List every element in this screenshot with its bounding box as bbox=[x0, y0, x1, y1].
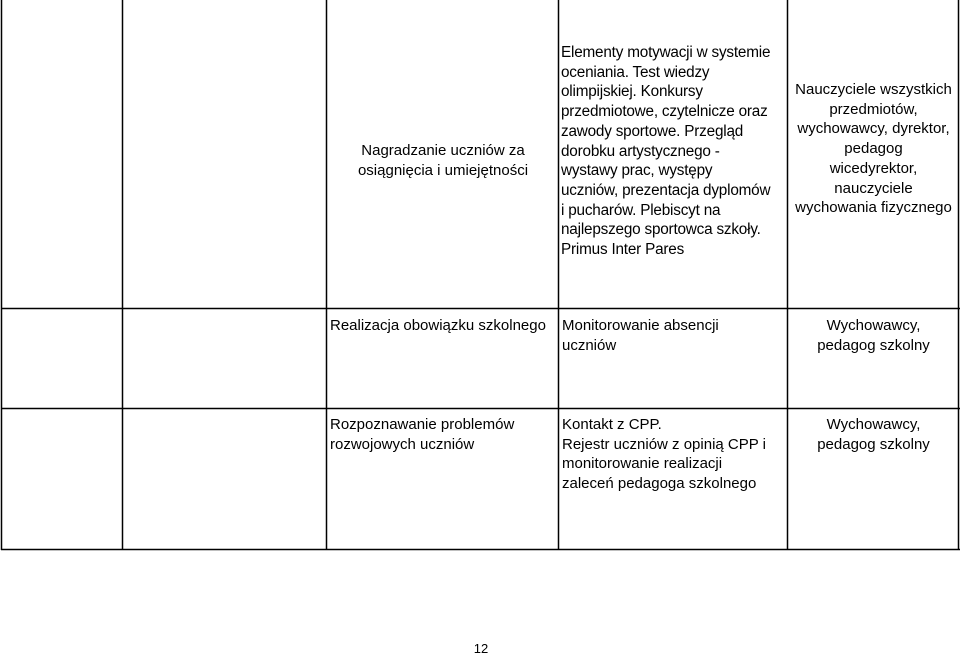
row-1-responsible-line: nauczyciele bbox=[834, 179, 913, 197]
row-2-responsible-line: pedagog szkolny bbox=[817, 336, 930, 354]
row-2-responsible-cell bbox=[789, 316, 958, 355]
row-3-forms-line: zaleceń pedagoga szkolnego bbox=[562, 475, 757, 493]
row-3-task-line: Rozpoznawanie problemów bbox=[330, 416, 515, 433]
row-1-responsible-line: Nauczyciele wszystkich bbox=[795, 81, 952, 98]
row-2-forms-line: uczniów bbox=[562, 336, 617, 354]
row-1-responsible-line: wicedyrektor, bbox=[829, 159, 918, 177]
row-1-task-cell bbox=[328, 141, 558, 180]
row-3-responsible-line: pedagog szkolny bbox=[817, 435, 930, 453]
row-2-task-cell bbox=[330, 316, 558, 336]
row-1-forms-line: dorobku artystycznego - bbox=[561, 142, 720, 160]
row-1-forms-line: oceniania. Test wiedzy bbox=[561, 63, 710, 81]
row-1-forms-cell bbox=[561, 43, 787, 260]
row-1-responsible-line: przedmiotów, bbox=[829, 100, 918, 118]
row-1-responsible-cell bbox=[789, 80, 958, 218]
row-1-responsible-line: pedagog bbox=[844, 140, 903, 158]
row-3-forms-cell bbox=[562, 415, 786, 494]
row-1-task-text: Nagradzanie uczniów za osiągnięcia i umiejętności bbox=[357, 142, 529, 179]
row-3-responsible-line: Wychowawcy, bbox=[826, 416, 921, 433]
row-1-forms-line: zawody sportowe. Przegląd bbox=[561, 122, 744, 140]
row-3-task-line: rozwojowych uczniów bbox=[330, 435, 475, 453]
row-2-responsible-line: Wychowawcy, bbox=[826, 317, 921, 334]
row-2-task-text: Realizacja obowiązku szkolnego bbox=[330, 317, 546, 334]
row-1-forms-line: olimpijskiej. Konkursy bbox=[561, 83, 703, 101]
row-1-forms-line: Primus Inter Pares bbox=[561, 241, 685, 259]
row-1-forms-line: uczniów, prezentacja dyplomów bbox=[561, 181, 771, 199]
row-1-forms-line: przedmiotowe, czytelnicze oraz bbox=[561, 103, 768, 121]
row-2-forms-line: Monitorowanie absencji bbox=[562, 317, 719, 334]
row-3-forms-line: Rejestr uczniów z opinią CPP i bbox=[562, 435, 766, 453]
row-3-task-cell bbox=[330, 415, 558, 454]
row-1-forms-line: i pucharów. Plebiscyt na bbox=[561, 201, 721, 219]
row-1-responsible-line: wychowania fizycznego bbox=[795, 199, 952, 217]
row-1-forms-line: Elementy motywacji w systemie bbox=[561, 44, 771, 61]
row-3-responsible-cell bbox=[789, 415, 958, 454]
row-3-forms-line: monitorowanie realizacji bbox=[562, 455, 723, 473]
row-1-responsible-line: wychowawcy, dyrektor, bbox=[797, 120, 950, 138]
row-1-forms-line: najlepszego sportowca szkoły. bbox=[561, 221, 761, 239]
row-1-forms-line: wystawy prac, występy bbox=[561, 162, 713, 180]
row-2-forms-cell bbox=[562, 316, 786, 355]
page-number: 12 bbox=[473, 641, 489, 656]
row-3-forms-line: Kontakt z CPP. bbox=[562, 416, 662, 433]
